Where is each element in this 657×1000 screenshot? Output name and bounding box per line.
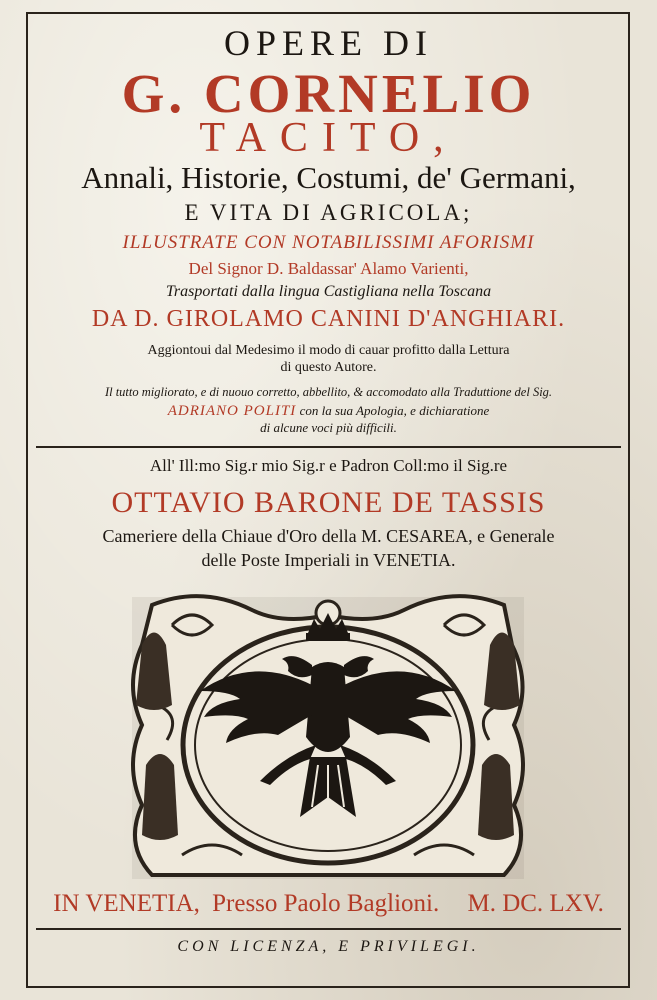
politi-apologia: con la sua Apologia, e dichiaratione <box>299 403 490 418</box>
dedicatee-role1: Cameriere della Chiaue d'Oro della M. CESAREA, e Generale <box>102 526 555 546</box>
section-divider <box>36 446 621 448</box>
imprint-year: M. DC. LXV. <box>467 890 604 917</box>
author-name-line1: G. CORNELIO <box>121 63 536 124</box>
works-line1: Annali, Historie, Costumi, de' Germani, <box>81 160 576 195</box>
aggiontoui-line1: Aggiontoui dal Medesimo il modo di cauar profitto dalla Lettura <box>147 343 510 358</box>
migliorato-line: Il tutto migliorato, e di nuouo corretto, abbellito, & accomodato alla Traduttione del Sig. <box>104 385 553 399</box>
dedicatee-name: OTTAVIO BARONE DE TASSIS <box>111 486 546 519</box>
dedicatee-role2: delle Poste Imperiali in VENETIA. <box>201 550 456 570</box>
politi-line <box>0 403 657 420</box>
author-name-line2: TACITO, <box>199 115 458 161</box>
trasportati-line: Trasportati dalla lingua Castigliana nella Toscana <box>165 283 492 300</box>
imprint-divider <box>36 928 621 930</box>
license-line: CON LICENZA, E PRIVILEGI. <box>177 938 480 955</box>
politi-name: ADRIANO POLITI <box>167 403 297 419</box>
double-headed-eagle-icon <box>112 585 544 885</box>
imprint-line <box>0 890 657 918</box>
dedication-salutation: All' Ill:mo Sig.r mio Sig.r e Padron Coll:mo il Sig.re <box>149 456 508 475</box>
signor-line: Del Signor D. Baldassar' Alamo Varienti, <box>188 259 469 278</box>
imprint-place: IN VENETIA, <box>53 890 200 917</box>
opere-di-heading: OPERE DI <box>224 23 433 63</box>
aggiontoui-line2: di questo Autore. <box>280 360 377 375</box>
illustrate-line: ILLUSTRATE CON NOTABILISSIMI AFORISMI <box>122 232 535 253</box>
politi-line2: di alcune voci più difficili. <box>260 420 397 435</box>
imprint-printer: Presso Paolo Baglioni. <box>212 890 440 917</box>
translator-line: DA D. GIROLAMO CANINI D'ANGHIARI. <box>91 306 566 332</box>
works-line2: E VITA DI AGRICOLA; <box>184 200 473 225</box>
